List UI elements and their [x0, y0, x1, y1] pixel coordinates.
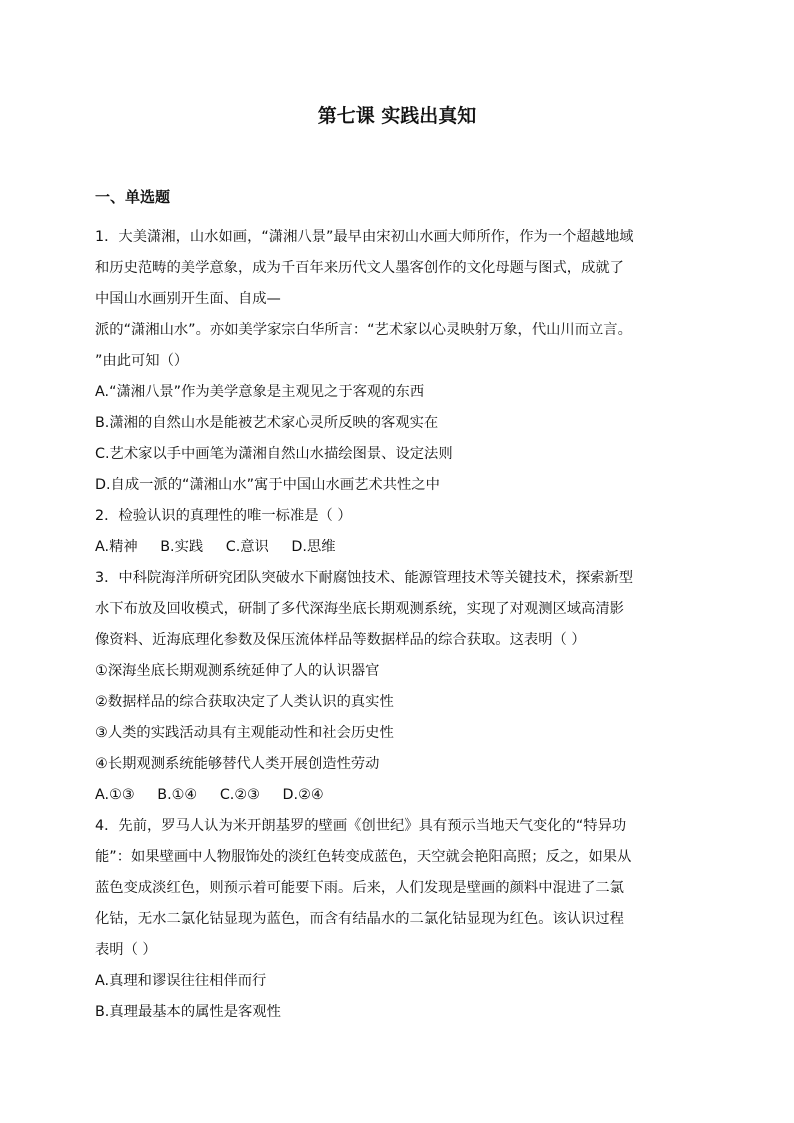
answer-option: B.真理最基本的属性是客观性	[95, 1004, 281, 1020]
question-list	[95, 222, 701, 1028]
question-3	[95, 563, 701, 811]
question-2	[95, 501, 701, 563]
answer-option: A.①③	[95, 787, 135, 803]
question-4	[95, 811, 701, 1028]
answer-options-row	[95, 780, 701, 811]
answer-option: B.①④	[157, 787, 198, 803]
question-stem-line: 能”：如果壁画中人物服饰处的淡红色转变成蓝色，天空就会艳阳高照；反之，如果从	[95, 849, 632, 865]
answer-option: B.实践	[160, 539, 204, 555]
statement-item: ④长期观测系统能够替代人类开展创造性劳动	[95, 756, 380, 772]
question-stem-line: 化钴，无水二氯化钴显现为蓝色，而含有结晶水的二氯化钴显现为红色。该认识过程	[95, 911, 624, 927]
question-stem-line: 像资料、近海底理化参数及保压流体样品等数据样品的综合获取。这表明（ ）	[95, 632, 586, 648]
question-stem-line: 表明（ ）	[95, 942, 157, 958]
answer-option: B.潇湘的自然山水是能被艺术家心灵所反映的客观实在	[95, 415, 439, 431]
question-stem-line: 4．先前，罗马人认为米开朗基罗的壁画《创世纪》具有预示当地天气变化的“特异功	[95, 818, 627, 834]
question-stem-line: 3．中科院海洋所研究团队突破水下耐腐蚀技术、能源管理技术等关键技术，探索新型	[95, 570, 634, 586]
answer-options-row	[95, 532, 701, 563]
statement-item: ③人类的实践活动具有主观能动性和社会历史性	[95, 725, 394, 741]
question-stem-line: 派的“潇湘山水”。亦如美学家宗白华所言：“艺术家以心灵映射万象，代山川而立言。	[95, 322, 632, 338]
answer-option: C.意识	[225, 539, 269, 555]
page-title: 第七课 实践出真知	[317, 105, 477, 127]
question-stem-line: 中国山水画别开生面、自成—	[95, 291, 281, 307]
answer-option: D.②④	[282, 787, 324, 803]
answer-option: D.思维	[291, 539, 336, 555]
section-heading: 一、单选题	[95, 188, 171, 206]
question-stem-line: 1．大美潇湘，山水如画，“潇湘八景”最早由宋初山水画大师所作，作为一个超越地域	[95, 229, 634, 245]
question-stem-line: 和历史范畴的美学意象，成为千百年来历代文人墨客创作的文化母题与图式，成就了	[95, 260, 624, 276]
answer-option: A.精神	[95, 539, 138, 555]
question-stem-line: 水下布放及回收模式，研制了多代深海坐底长期观测系统，实现了对观测区域高清影	[95, 601, 624, 617]
answer-option: C.②③	[219, 787, 260, 803]
statement-item: ①深海坐底长期观测系统延伸了人的认识器官	[95, 663, 380, 679]
answer-option: D.自成一派的“潇湘山水”寓于中国山水画艺术共性之中	[95, 477, 440, 493]
question-1	[95, 222, 701, 501]
question-stem-line: 蓝色变成淡红色，则预示着可能要下雨。后来，人们发现是壁画的颜料中混进了二氯	[95, 880, 624, 896]
statement-item: ②数据样品的综合获取决定了人类认识的真实性	[95, 694, 394, 710]
answer-option: A.“潇湘八景”作为美学意象是主观见之于客观的东西	[95, 384, 425, 400]
answer-option: C.艺术家以手中画笔为潇湘自然山水描绘图景、设定法则	[95, 446, 453, 462]
question-stem-line: 2．检验认识的真理性的唯一标准是（ ）	[95, 508, 352, 524]
answer-option: A.真理和谬误往往相伴而行	[95, 973, 267, 989]
question-stem-line: ”由此可知（）	[95, 353, 189, 369]
